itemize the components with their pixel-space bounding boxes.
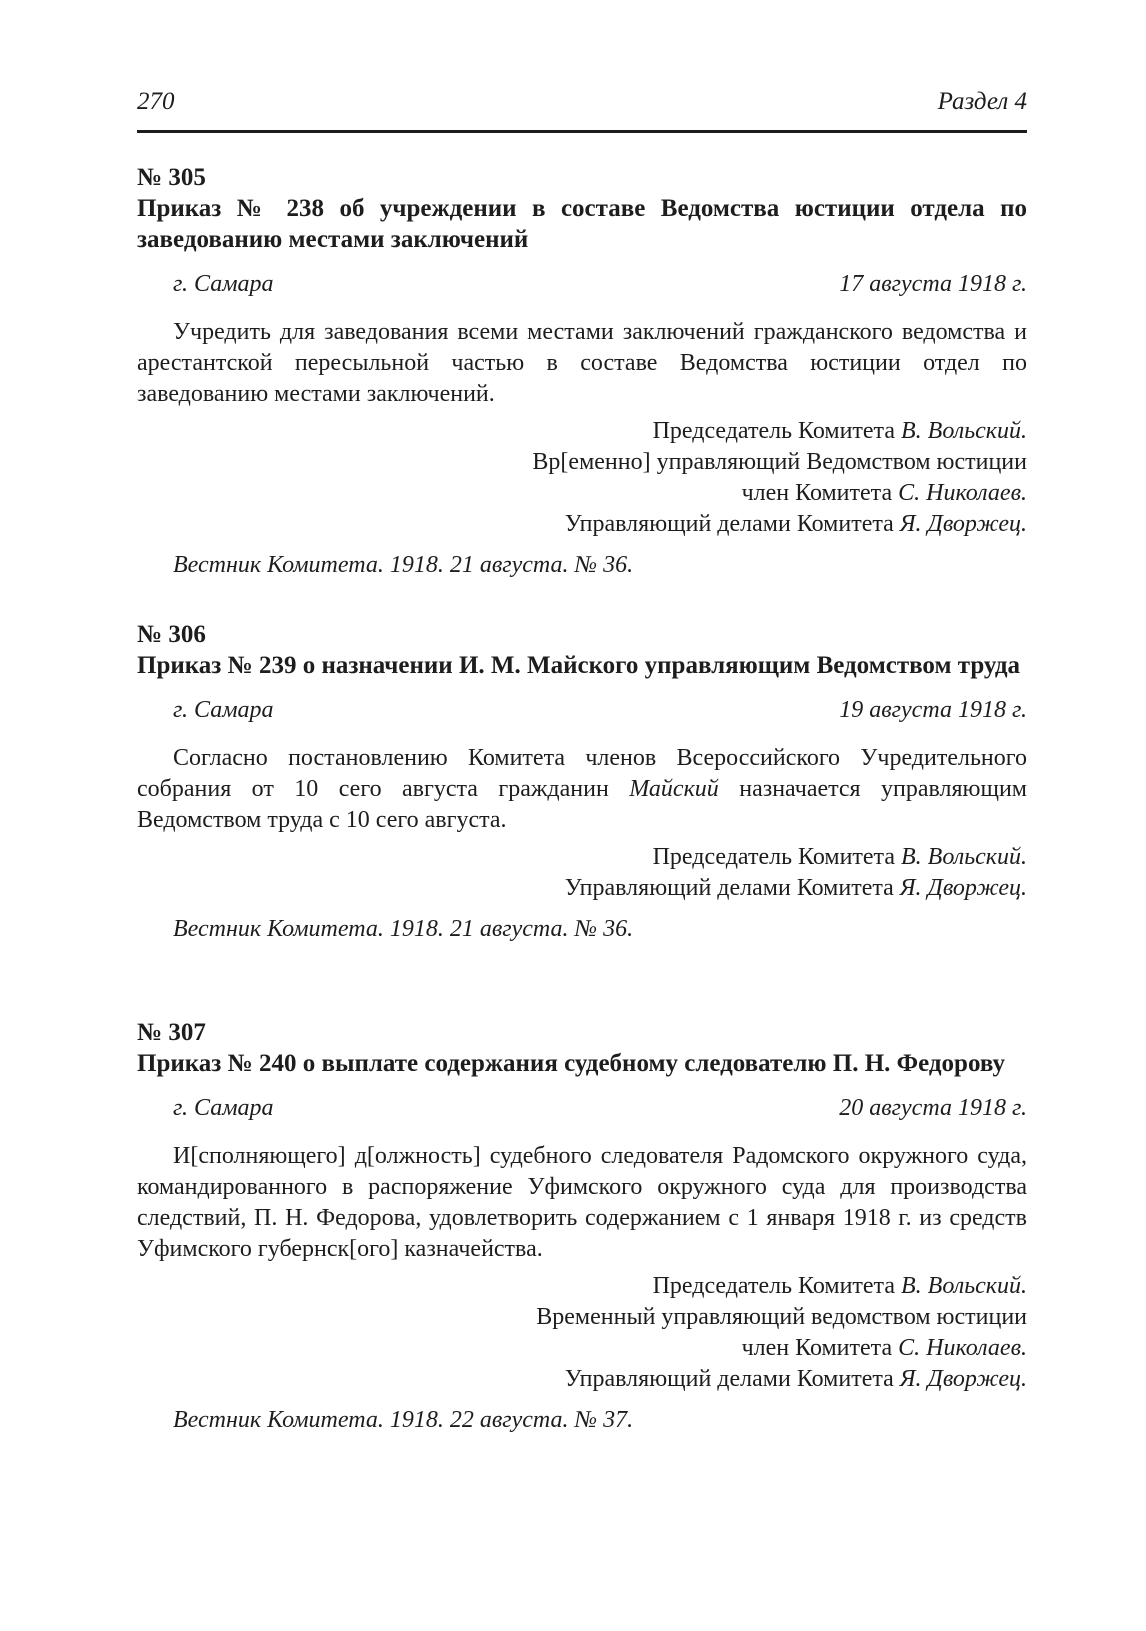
source-citation: Вестник Комитета. 1918. 22 августа. № 37.: [173, 1407, 634, 1433]
document-body: Согласно постановлению Комитета членов Всероссийского Учредительного собрания от 10 сего августа гражданин Майский назначается управляющим Ведомством труда с 10 сего августа.: [137, 745, 1027, 833]
signature-line: Временный управляющий ведомством юстиции: [536, 1304, 1027, 1330]
signatures: [137, 416, 1027, 540]
source-citation: Вестник Комитета. 1918. 21 августа. № 36.: [173, 916, 634, 942]
signature-line: Вр[еменно] управляющий Ведомством юстиции: [532, 449, 1027, 475]
place-date-line: [137, 1095, 1027, 1127]
place-date-line: [137, 697, 1027, 729]
signature-line: Управляющий делами Комитета Я. Дворжец.: [564, 511, 1027, 537]
signature-line: член Комитета С. Николаев.: [741, 480, 1027, 506]
signatures: [137, 1271, 1027, 1395]
place-date-line: [137, 271, 1027, 303]
signature-line: Управляющий делами Комитета Я. Дворжец.: [564, 875, 1027, 901]
date: 17 августа 1918 г.: [839, 271, 1027, 297]
document-title: Приказ № 239 о назначении И. М. Майского управляющим Ведомством труда: [137, 652, 1020, 679]
signature-line: Управляющий делами Комитета Я. Дворжец.: [564, 1366, 1027, 1392]
header-rule: [137, 130, 1027, 133]
page-number: 270: [137, 88, 175, 115]
place: г. Самара: [173, 1095, 274, 1121]
document-number: № 307: [137, 1019, 206, 1046]
signature-line: член Комитета С. Николаев.: [741, 1335, 1027, 1361]
document-body: Учредить для заведования всеми местами заключений гражданского ведомства и арестантской пересыльной частью в составе Ведомства юстиции отдел по заведованию местами заключений.: [137, 319, 1027, 407]
section-title: Раздел 4: [937, 88, 1027, 115]
document-306: [137, 620, 1027, 945]
emphasized-name: Майский: [629, 776, 719, 802]
document-305: [137, 163, 1027, 581]
document-307: [137, 1018, 1027, 1436]
date: 19 августа 1918 г.: [839, 697, 1027, 723]
signature-line: Председатель Комитета В. Вольский.: [652, 1273, 1027, 1299]
signature-line: Председатель Комитета В. Вольский.: [652, 418, 1027, 444]
signature-line: Председатель Комитета В. Вольский.: [652, 844, 1027, 870]
document-number: № 306: [137, 621, 206, 648]
date: 20 августа 1918 г.: [839, 1095, 1027, 1121]
signatures: [137, 842, 1027, 904]
source-citation: Вестник Комитета. 1918. 21 августа. № 36.: [173, 552, 634, 578]
running-head: [137, 88, 1027, 122]
document-title: Приказ № 238 об учреждении в составе Ведомства юстиции отдела по заведованию местами заключений: [137, 195, 1027, 253]
document-number: № 305: [137, 164, 206, 191]
place: г. Самара: [173, 271, 274, 297]
place: г. Самара: [173, 697, 274, 723]
document-title: Приказ № 240 о выплате содержания судебному следователю П. Н. Федорову: [137, 1050, 1005, 1077]
document-body: И[сполняющего] д[олжность] судебного следователя Радомского окружного суда, командированного в распоряжение Уфимского окружного суда для производства следствий, П. Н. Федорова, удовлетворить содержанием с 1 января 1918 г. из средств Уфимского губернск[ого] казначейства.: [137, 1143, 1027, 1262]
